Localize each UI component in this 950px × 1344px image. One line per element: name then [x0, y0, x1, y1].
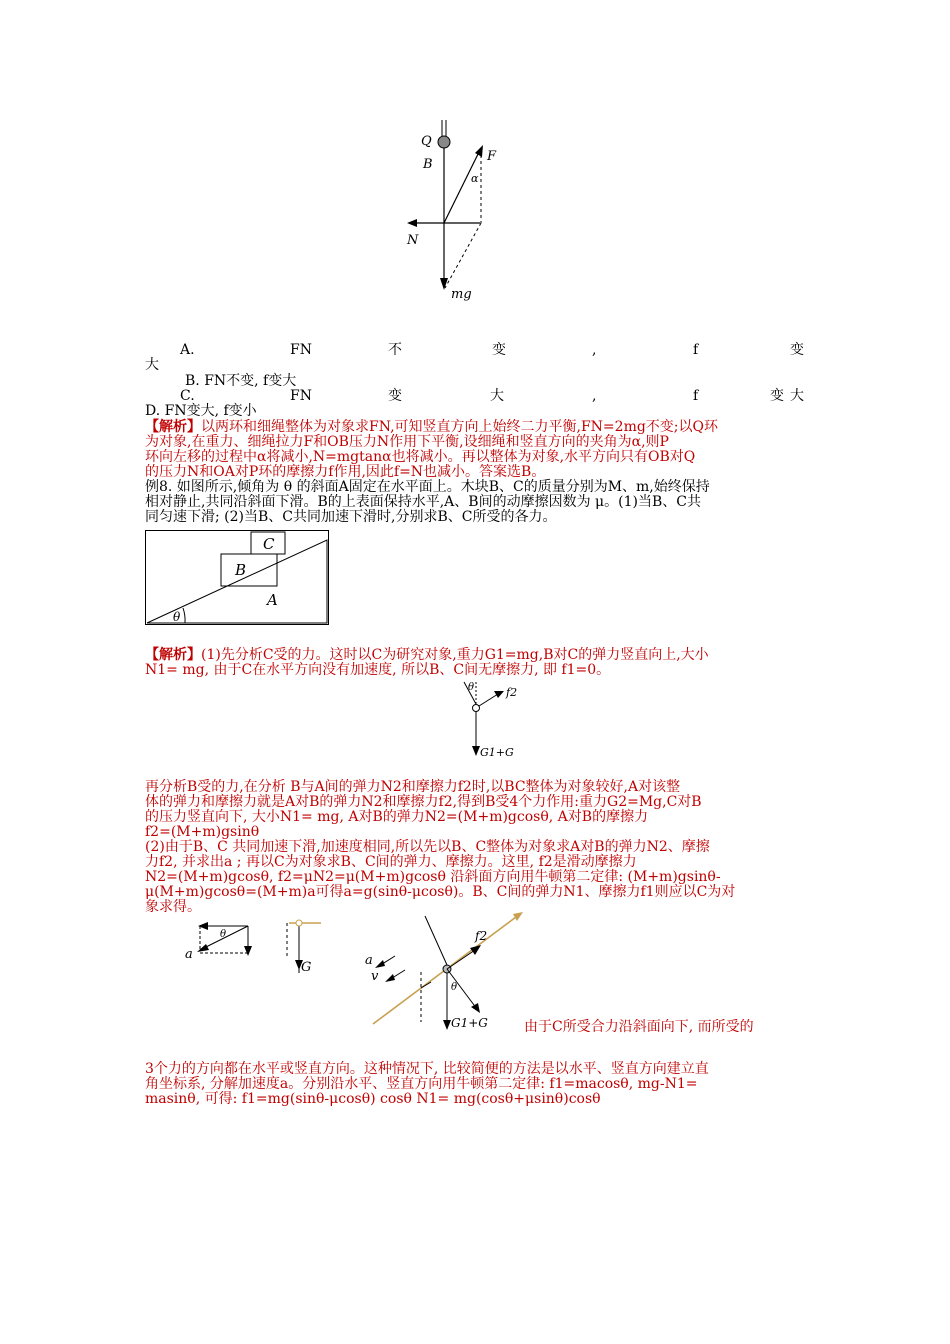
bc-force-diagram	[365, 912, 525, 1032]
label-theta: θ	[468, 682, 475, 693]
analysis-line4: f2=(M+m)gsinθ	[145, 824, 260, 840]
opt-c-w3: 变	[770, 388, 784, 404]
opt-c-w1: 变	[388, 388, 402, 404]
analysis-line1: 再分析B受的力,在分析 B与A间的弹力N2和摩擦力f2时,以BC整体为对象较好,A对该整	[145, 779, 681, 795]
label-f2: f2	[506, 686, 518, 699]
tail-line1: 3个力的方向都在水平或竖直方向。这种情况下, 比较简便的方法是以水平、竖直方向建立直	[145, 1061, 709, 1077]
jiexi2-line1	[145, 648, 805, 663]
opt-c-comma: ,	[592, 388, 597, 404]
label-mg: mg	[451, 287, 472, 302]
opt-a-w4: 大	[145, 357, 159, 373]
analysis-line5: (2)由于B、C 共同加速下滑,加速度相同,所以先以B、C整体为对象求A对B的弹力N2、摩擦	[145, 839, 710, 855]
jiexi2-line2: N1= mg, 由于C在水平方向没有加速度, 所以B、C间无摩擦力, 即 f1=0。	[145, 662, 611, 678]
analysis-line2: 体的弹力和摩擦力就是A对B的弹力N2和摩擦力f2,得到B受4个力作用:重力G2=Mg,C对B	[145, 794, 702, 810]
label-n: N	[407, 233, 419, 248]
option-b: B. FN不变, f变大	[185, 373, 297, 389]
opt-a-fn: FN	[290, 342, 312, 358]
label-q: Q	[421, 134, 432, 149]
analysis-line7: N2=(M+m)gcosθ, f2=μN2=μ(M+m)gcosθ 沿斜面方向用牛顿第二定律: (M+m)gsinθ-	[145, 869, 721, 885]
incline-diagram	[145, 530, 335, 626]
opt-c-f: f	[693, 388, 699, 404]
label-alpha: α	[471, 172, 479, 185]
tail-line0: 由于C所受合力沿斜面向下, 而所受的	[524, 1019, 754, 1035]
opt-c-fn: FN	[290, 388, 312, 404]
opt-c-label: C.	[180, 388, 195, 404]
label-g: G1+G	[480, 746, 514, 759]
label-f: F	[487, 149, 497, 164]
example8-line2: 相对静止,共同沿斜面下滑。B的上表面保持水平,A、B间的动摩擦因数为 μ。(1)当B、C共	[145, 494, 701, 510]
label-a: a	[365, 953, 373, 968]
tail-line2: 角坐标系, 分解加速度a。分别沿水平、竖直方向用牛顿第二定律: f1=macosθ, mg-N1=	[145, 1076, 698, 1092]
opt-a-f: f	[693, 342, 699, 358]
opt-a-w3: 变	[790, 342, 804, 358]
opt-c-w4: 大	[790, 388, 804, 404]
label-g: G	[301, 960, 312, 975]
opt-a-w2: 变	[492, 342, 506, 358]
option-d: D. FN变大, f变小	[145, 403, 257, 419]
label-b: B	[235, 561, 247, 579]
label-theta: θ	[220, 929, 227, 940]
jiexi1-line3: 环向左移的过程中α将减小,N=mgtanα也将减小。再以整体为对象,水平方向只有OB对Q	[145, 449, 696, 465]
jiexi2-tag: 【解析】	[145, 647, 201, 663]
jiexi2-text1: (1)先分析C受的力。这时以C为研究对象,重力G1=mg,B对C的弹力竖直向上,大小	[201, 647, 709, 663]
analysis-line3: 的压力竖直向下, 大小N1= mg, A对B的弹力N2=(M+m)gcosθ, A对B的摩擦力	[145, 809, 649, 825]
label-theta: θ	[173, 610, 181, 624]
jiexi1-text1: 以两环和细绳整体为对象求FN,可知竖直方向上始终二力平衡,FN=2mg不变;以Q环	[201, 419, 719, 435]
label-b: B	[423, 157, 433, 172]
opt-c-w2: 大	[490, 388, 504, 404]
analysis-line8: μ(M+m)gcosθ=(M+m)a可得a=g(sinθ-μcosθ)。B、C间的弹力N1、摩擦力f1则应以C为对	[145, 884, 736, 900]
analysis-line6: 力f2, 并求出a ; 再以C为对象求B、C间的弹力、摩擦力。这里, f2是滑动摩擦力	[145, 854, 637, 870]
opt-a-label: A.	[180, 342, 195, 358]
jiexi1-line2: 为对象,在重力、细绳拉力F和OB压力N作用下平衡,设细绳和竖直方向的夹角为α,则P	[145, 434, 669, 450]
tail-line3: masinθ, 可得: f1=mg(sinθ-μcosθ) cosθ N1= mg(cosθ+μsinθ)cosθ	[145, 1091, 601, 1107]
jiexi1-line4: 的压力N和OA对P环的摩擦力f作用,因此f=N也减小。答案选B。	[145, 464, 546, 480]
jiexi-tag: 【解析】	[145, 419, 201, 435]
label-v: v	[371, 969, 379, 984]
opt-a-comma: ,	[592, 342, 597, 358]
analysis-line9: 象求得。	[145, 899, 201, 915]
c-gravity-diagram	[285, 918, 325, 978]
jiexi1-line1	[145, 420, 805, 435]
example8-line1: 例8. 如图所示,倾角为 θ 的斜面A固定在水平面上。木块B、C的质量分别为M、m,始终保持	[145, 479, 710, 495]
label-a: a	[185, 947, 193, 960]
label-a: A	[267, 591, 278, 609]
c-force-diagram	[440, 680, 540, 760]
opt-a-w1: 不	[388, 342, 402, 358]
label-theta: θ	[451, 982, 458, 993]
label-c: C	[263, 535, 275, 553]
example8-line3: 同匀速下滑; (2)当B、C共同加速下滑时,分别求B、C所受的各力。	[145, 509, 557, 525]
label-g: G1+G	[451, 1016, 488, 1030]
label-f2: f2	[475, 929, 488, 943]
acceleration-decomposition	[180, 920, 260, 960]
ring-force-diagram	[405, 120, 525, 305]
